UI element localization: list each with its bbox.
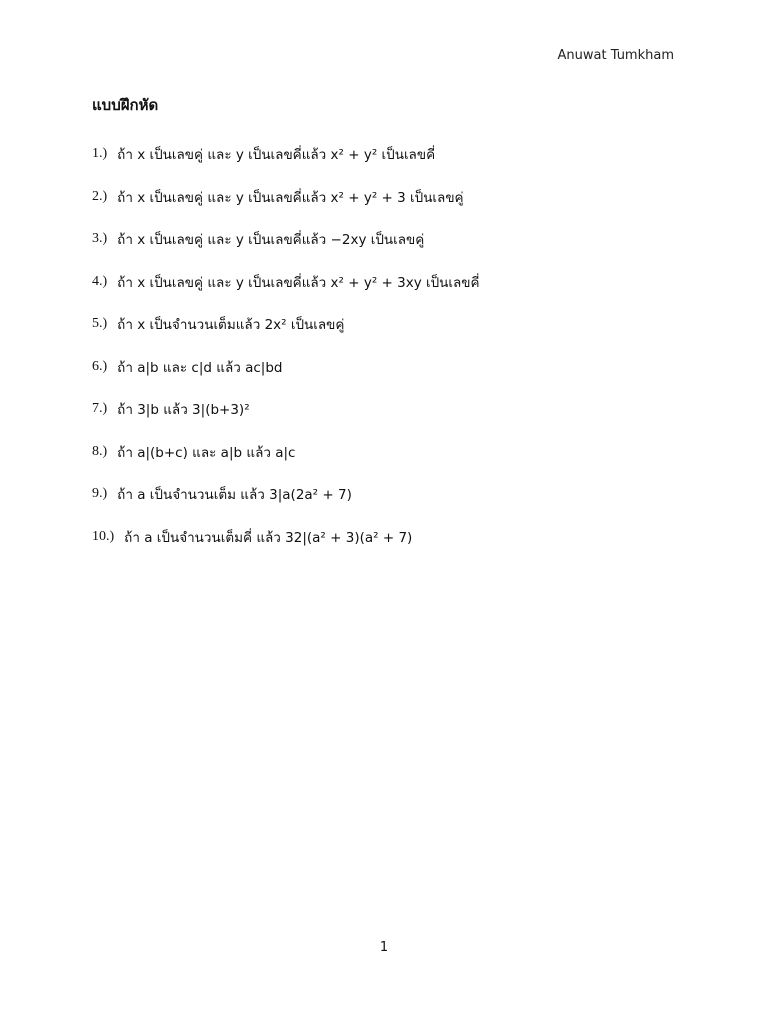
exercise-number: 8.) [92,443,108,459]
exercise-text: ถ้า x เป็นเลขคู่ และ y เป็นเลขคี่แล้ว −2xy เป็นเลขคู่ [117,232,425,249]
exercise-item-7 [92,388,692,431]
exercise-text: ถ้า x เป็นจำนวนเต็มแล้ว 2x² เป็นเลขคู่ [117,317,345,334]
exercise-item-6 [92,346,692,389]
exercise-item-10 [92,516,692,559]
exercise-text: ถ้า a เป็นจำนวนเต็มคี่ แล้ว 32|(a² + 3)(a² + 7) [124,529,413,546]
exercise-text: ถ้า x เป็นเลขคู่ และ y เป็นเลขคี่แล้ว x² + y² เป็นเลขคี่ [117,147,436,164]
exercise-text: ถ้า a|(b+c) และ a|b แล้ว a|c [117,444,296,461]
exercise-number: 10.) [92,528,115,544]
page-number: 1 [379,940,389,955]
exercise-item-2 [92,176,692,219]
exercise-number: 6.) [92,358,108,374]
exercise-text: ถ้า 3|b แล้ว 3|(b+3)² [117,402,250,419]
exercise-text: ถ้า x เป็นเลขคู่ และ y เป็นเลขคี่แล้ว x² + y² + 3 เป็นเลขคู่ [117,189,464,206]
exercise-number: 4.) [92,273,108,289]
exercise-text: ถ้า x เป็นเลขคู่ และ y เป็นเลขคี่แล้ว x² + y² + 3xy เป็นเลขคี่ [117,274,480,291]
exercise-item-9 [92,473,692,516]
exercise-number: 2.) [92,188,108,204]
exercise-number: 1.) [92,146,108,162]
exercise-list [92,133,692,558]
exercise-text: ถ้า a|b และ c|d แล้ว ac|bd [117,359,283,376]
exercise-item-8 [92,431,692,474]
exercise-item-1 [92,133,692,176]
author-name: Anuwat Tumkham [557,48,674,63]
exercise-number: 3.) [92,231,108,247]
exercise-item-3 [92,218,692,261]
exercise-item-5 [92,303,692,346]
exercise-text: ถ้า a เป็นจำนวนเต็ม แล้ว 3|a(2a² + 7) [117,487,352,504]
exercise-item-4 [92,261,692,304]
exercise-heading: แบบฝึกหัด [92,96,159,114]
exercise-number: 5.) [92,316,108,332]
exercise-number: 7.) [92,401,108,417]
exercise-number: 9.) [92,486,108,502]
